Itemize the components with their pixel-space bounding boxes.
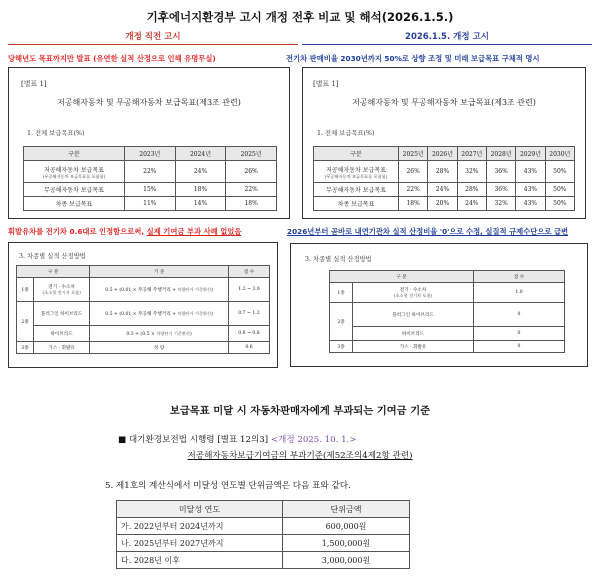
row-label: 차종 보급목표: [314, 197, 399, 211]
type-cell: 플러그인 하이브리드: [353, 303, 474, 327]
table-header: 미달성 연도: [117, 501, 283, 518]
table-header: 구 분: [330, 271, 474, 283]
table-cell: 28%: [428, 161, 457, 183]
type-cell: 가스 · 휘발유: [353, 341, 474, 353]
table-cell: 50%: [545, 197, 574, 211]
table-cell: 18%: [175, 183, 226, 197]
table-cell: 22%: [125, 161, 176, 183]
table-header: 구분: [24, 147, 125, 161]
group-cell: 2종: [330, 303, 353, 341]
right-column-header: 2026.1.5. 개정 고시: [302, 30, 592, 45]
table-cell: 43%: [516, 197, 545, 211]
left-targets-table: [23, 146, 277, 211]
left-top-note: 당해년도 목표까지만 발표 (유연한 실적 산정으로 인해 유명무실): [8, 54, 216, 63]
score-cell: 0.6 ~ 0.8: [229, 326, 270, 342]
table-header: 2026년: [428, 147, 457, 161]
table-row: [117, 552, 410, 569]
score-cell: 0: [474, 341, 565, 353]
table-cell: 32%: [457, 161, 486, 183]
left-annex-label: [별표 1]: [21, 80, 47, 88]
type-cell: 하이브리드: [353, 327, 474, 341]
table-cell: 32%: [486, 197, 515, 211]
table-cell: 20%: [428, 197, 457, 211]
table-cell: 11%: [125, 197, 176, 211]
left-calc-table: [16, 265, 270, 354]
type-cell: 플러그인 하이브리드: [34, 302, 90, 326]
table-cell: 18%: [399, 197, 428, 211]
formula-note: 차량단가 기준환산: [177, 286, 212, 292]
table-header: 2030년: [545, 147, 574, 161]
table-header: 단위금액: [283, 501, 410, 518]
right-annex-label: [별표 1]: [313, 80, 339, 88]
formula-text: 0.3 + (0.5 ×: [126, 331, 155, 337]
bottom-section-title: 보급목표 미달 시 자동차판매자에게 부과되는 기여금 기준: [169, 405, 431, 417]
table-header: 점 수: [474, 271, 565, 283]
decree-line: [118, 433, 356, 445]
table-cell: 14%: [175, 197, 226, 211]
left-column-header: 개정 직전 고시: [8, 30, 298, 45]
right-mid-note: [287, 227, 568, 237]
table-header: 2025년: [399, 147, 428, 161]
formula-note: 차량단가 기준환산: [177, 310, 212, 316]
left-targets-box: [8, 67, 290, 219]
group-cell: 1종: [17, 278, 34, 302]
row-label-text: 저공해자동차 보급목표: [326, 166, 386, 174]
table-header: 2024년: [175, 147, 226, 161]
table-cell: 22%: [226, 183, 277, 197]
score-cell: 0.6: [229, 342, 270, 354]
left-doc-title: 저공해자동차 및 무공해자동차 보급목표(제3조 관련): [57, 98, 241, 107]
table-header: 기 준: [90, 266, 229, 278]
formula-note: 차량단가 기준환산: [156, 330, 191, 336]
formula-text: 0.5 + (0.01 × 무공해 주행거리 +: [105, 311, 176, 317]
decree-prefix: ■ 대기환경보전법 시행령 [별표 12의3]: [118, 435, 271, 445]
group-cell: 3종: [17, 342, 34, 354]
score-cell: 0.7 ~ 1.2: [229, 302, 270, 326]
table-row: [117, 518, 410, 535]
left-mid-note-text: 휘발유차를 전기차 0.6대로 인정함으로써,: [8, 227, 147, 236]
table-header: 점 수: [229, 266, 270, 278]
score-cell: 1.2 ~ 3.0: [229, 278, 270, 302]
right-section1-label: 1. 전체 보급목표(%): [317, 130, 375, 137]
row-label: 무공해자동차 보급목표: [314, 183, 399, 197]
left-mid-note-emphasis: 실제 기여금 부과 사례 없었음: [146, 227, 242, 236]
score-cell: 1.0: [474, 283, 565, 303]
row-label-sub: (무공해자동차 보급목표를 포함함): [42, 173, 106, 179]
formula-cell: 0.5 + (0.01 × 무공해 주행거리 + 차량단가 기준환산): [90, 278, 229, 302]
contribution-table: [116, 500, 410, 569]
table-cell: 1,500,000원: [283, 535, 410, 552]
score-cell: 0: [474, 327, 565, 341]
decree-subtitle-text: 저공해자동차보급기여금의 부과기준(제52조의4제2항 관련): [187, 451, 413, 461]
left-section1-label: 1. 전체 보급목표(%): [27, 130, 85, 137]
table-cell: 3,000,000원: [283, 552, 410, 569]
row-label: [314, 161, 399, 183]
table-cell: 43%: [516, 161, 545, 183]
row-label-text: 저공해자동차 보급목표: [44, 166, 104, 174]
table-cell: 18%: [226, 197, 277, 211]
type-sub: (초소형 전기자 포함): [42, 290, 81, 295]
table-cell: 28%: [457, 183, 486, 197]
table-header: 2025년: [226, 147, 277, 161]
table-cell: 36%: [486, 183, 515, 197]
formula-cell: 0.5 + (0.01 × 무공해 주행거리 + 차량단가 기준환산): [90, 302, 229, 326]
left-section3-label: 3. 차종별 실적 산정방법: [19, 253, 86, 260]
page-title: 기후에너지환경부 고시 개정 전후 비교 및 해석(2026.1.5.): [146, 10, 454, 24]
type-cell: [34, 278, 90, 302]
table-cell: 43%: [516, 183, 545, 197]
table-row: [117, 535, 410, 552]
right-section3-label: 3. 차종별 실적 산정방법: [305, 256, 372, 263]
score-cell: 0: [474, 303, 565, 327]
item-5-text: 5. 제1호의 계산식에서 미달성 연도별 단위금액은 다음 표와 같다.: [105, 481, 351, 491]
table-header: 구분: [314, 147, 399, 161]
table-header: 구 분: [17, 266, 90, 278]
table-cell: 15%: [125, 183, 176, 197]
right-targets-box: [302, 67, 586, 219]
right-top-note: 전기차 판매비율 2030년까지 50%로 상향 조정 및 미래 보급목표 구체적 명시: [286, 54, 540, 63]
table-header: 2023년: [125, 147, 176, 161]
row-label-sub: (무공해자동차 보급목표를 포함함): [324, 173, 388, 179]
right-calc-box: [290, 243, 588, 367]
type-cell: 가스 · 휘발유: [34, 342, 90, 354]
decree-subtitle: [0, 449, 600, 461]
group-cell: 2종: [17, 302, 34, 342]
type-text: 전기 · 수소차: [48, 285, 75, 290]
right-doc-title: 저공해자동차 및 무공해자동차 보급목표(제3조 관련): [352, 98, 536, 107]
table-cell: 24%: [457, 197, 486, 211]
table-cell: 나. 2025년부터 2027년까지: [117, 535, 283, 552]
table-cell: 26%: [226, 161, 277, 183]
table-header: 2028년: [486, 147, 515, 161]
table-cell: 22%: [399, 183, 428, 197]
type-sub: (초소형 전기차 포함): [393, 293, 433, 298]
table-cell: 가. 2022년부터 2024년까지: [117, 518, 283, 535]
group-cell: 1종: [330, 283, 353, 303]
left-calc-box: [8, 242, 278, 368]
type-cell: 하이브리드: [34, 326, 90, 342]
table-cell: 다. 2028년 이후: [117, 552, 283, 569]
row-label: 차종 보급목표: [24, 197, 125, 211]
right-calc-table: [329, 270, 565, 353]
row-label: [24, 161, 125, 183]
type-cell: [353, 283, 474, 303]
table-cell: 26%: [399, 161, 428, 183]
table-cell: 24%: [428, 183, 457, 197]
formula-cell: 정 량: [90, 342, 229, 354]
left-mid-note: [8, 227, 241, 237]
type-text: 전기 · 수소차: [399, 288, 427, 293]
decree-amendment-date: <개정 2025. 10. 1.>: [270, 435, 357, 445]
formula-cell: 0.3 + (0.5 × 차량단가 기준환산): [90, 326, 229, 342]
table-header: 2027년: [457, 147, 486, 161]
table-header: 2029년: [516, 147, 545, 161]
table-cell: 600,000원: [283, 518, 410, 535]
table-cell: 50%: [545, 161, 574, 183]
right-targets-table: [313, 146, 575, 211]
formula-text: 0.5 + (0.01 × 무공해 주행거리 +: [105, 287, 176, 293]
table-cell: 50%: [545, 183, 574, 197]
row-label: 무공해자동차 보급목표: [24, 183, 125, 197]
table-cell: 36%: [486, 161, 515, 183]
table-cell: 24%: [175, 161, 226, 183]
right-mid-note-text: 2026년부터 곧바로 내연기관차 실적 산정비율 '0'으로 수정, 실질적 규제수단으로 급변: [287, 227, 569, 236]
group-cell: 3종: [330, 341, 353, 353]
